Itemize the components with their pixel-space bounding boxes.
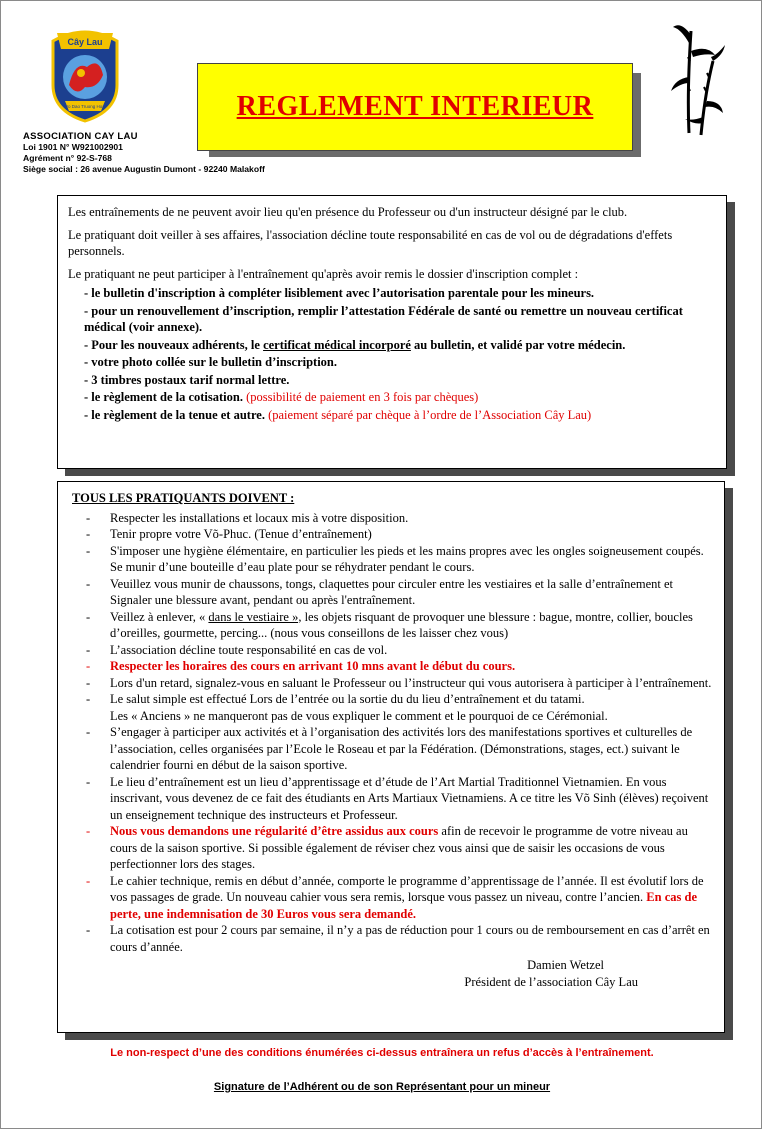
warning-text: Le non-respect d’une des conditions énumérées ci-dessus entraînera un refus d’accès à l’entraînement. (110, 1047, 654, 1059)
list-item: - Veillez à enlever, « dans le vestiaire », les objets risquant de provoquer une blessure : bague, montre, collier, boucles d’oreilles, gourmette, percing... (nous vous conseillons de les laisser chez vous) (86, 609, 693, 640)
list-item: - Pour les nouveaux adhérents, le certificat médical incorporé au bulletin, et validé par votre médecin. (84, 337, 626, 352)
list-item: - Veuillez vous munir de chaussons, tongs, claquettes pour circuler entre les vestiaires et la salle d’entraînement et Signaler une blessure avant, pendant ou après l'entraînement. (86, 576, 674, 607)
signature-line: Signature de l’Adhérent ou de son Représentant pour un mineur (213, 1081, 551, 1093)
signature-block (68, 957, 714, 990)
list-item: - Respecter les horaires des cours en arrivant 10 mns avant le début du cours. (86, 659, 516, 673)
rule-paragraph: Le pratiquant ne peut participer à l'entraînement qu'après avoir remis le dossier d'inscription complet : (68, 266, 579, 281)
list-item: - Respecter les installations et locaux mis à votre disposition. (86, 510, 409, 525)
rule-paragraph: Les entraînements de ne peuvent avoir lieu qu'en présence du Professeur ou d'un instructeur désigné par le club. (68, 205, 628, 219)
rules-list (68, 510, 714, 956)
list-item: - Tenir propre votre Võ-Phuc. (Tenue d’entraînement) (86, 527, 372, 541)
inscription-box (57, 195, 727, 469)
list-item: - le bulletin d'inscription à compléter lisiblement avec l’autorisation parentale pour les mineurs. (84, 286, 595, 300)
association-loi: Loi 1901 N° W921002901 (23, 142, 123, 152)
rules-box (57, 481, 725, 1033)
list-item: - La cotisation est pour 2 cours par semaine, il n’y a pas de réduction pour 1 cours ou de remboursement en cas d’arrêt en cours d’année. (86, 923, 710, 954)
logo-bottom-text: Vo Dao Truong Hoa (65, 104, 105, 109)
signer-name: Damien Wetzel (527, 958, 604, 972)
list-item: - Le salut simple est effectué Lors de l’entrée ou la sortie du du lieu d’entraînement et du tatami. Les « Anciens » ne manqueront pas de vous expliquer le comment et le pourquoi de ce Cérémonial. (86, 692, 608, 723)
page-title: REGLEMENT INTERIEUR (236, 91, 594, 122)
association-info (23, 131, 323, 175)
association-name: ASSOCIATION CAY LAU (23, 131, 138, 142)
bamboo-icon (667, 21, 727, 139)
list-item: - Nous vous demandons une régularité d’être assidus aux cours afin de recevoir le programme de votre niveau au cours de la saison sportive. Si possible également de réviser chez vous ainsi que de saisir les occasions de vous perfectionner lors des stages. (86, 824, 688, 871)
rule-paragraph: Le pratiquant doit veiller à ses affaires, l'association décline toute responsabilité en cas de vol ou de dégradations d'effets personnels. (68, 227, 673, 258)
signer-role: Président de l’association Cây Lau (464, 974, 638, 989)
logo-top-text: Cây Lau (67, 37, 103, 47)
section-title: TOUS LES PRATIQUANTS DOIVENT : (72, 491, 295, 505)
list-item: - Lors d'un retard, signalez-vous en saluant le Professeur ou l’instructeur qui vous autorisera à participer à l’entraînement. (86, 675, 712, 690)
document-list (84, 285, 716, 423)
list-item: - L’association décline toute responsabilité en cas de vol. (86, 642, 388, 657)
list-item: - S’engager à participer aux activités et à l’organisation des activités lors des manifestations sportives et culturelles de l’association, celles organisées par l’Ecole le Roseau et par la Fédération. (Démonstrations, stages, ect.) suivant le calendrier fourni en début de la saison sportive. (86, 725, 693, 772)
list-item: - Le lieu d’entraînement est un lieu d’apprentissage et d’étude de l’Art Martial Traditionnel Vietnamien. En vous inscrivant, vous devenez de ce fait des étudiants en Arts Martiaux Vietnamiens. A ce titre les Võ Sinh (élèves) reçoivent un enseignement technique des instructeurs et Professeur. (86, 774, 709, 822)
list-item: - le règlement de la cotisation. (possibilité de paiement en 3 fois par chèques) (84, 390, 479, 404)
list-item: - 3 timbres postaux tarif normal lettre. (84, 372, 290, 387)
association-agrement: Agrément n° 92-S-768 (23, 153, 112, 163)
list-item: - pour un renouvellement d’inscription, remplir l’attestation Fédérale de santé ou remettre un nouveau certificat médical (voir annexe). (84, 303, 683, 334)
list-item: - votre photo collée sur le bulletin d’inscription. (84, 355, 338, 369)
association-siege: Siège social : 26 avenue Augustin Dumont - 92240 Malakoff (23, 164, 265, 174)
list-item: - Le cahier technique, remis en début d’année, comporte le programme d’apprentissage de l’année. Il est évolutif lors de vos passages de grade. Un nouveau cahier vous sera remis, lorsque vous passez un niveau, contre l’ancien. En cas de perte, une indemnisation de 30 Euros vous sera demandé. (86, 873, 704, 921)
list-item: - le règlement de la tenue et autre. (paiement séparé par chèque à l’ordre de l’Association Cây Lau) (84, 407, 592, 422)
club-logo (47, 27, 123, 123)
list-item: - S'imposer une hygiène élémentaire, en particulier les pieds et les mains propres avec les ongles soigneusement coupés. Se munir d’une bouteille d’eau plate pour se réhydrater pendant le cours. (86, 543, 704, 574)
